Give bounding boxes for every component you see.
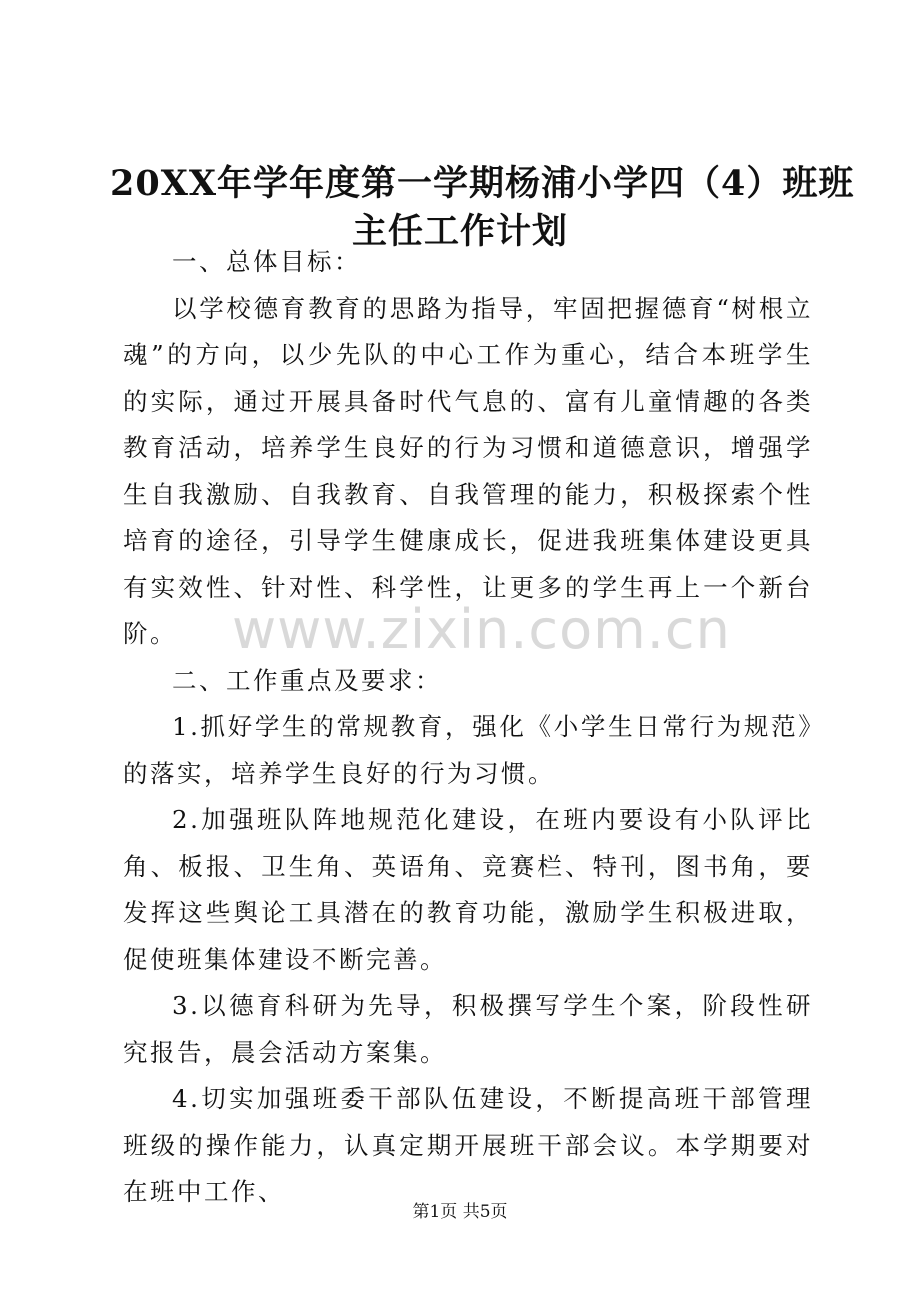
watermark: www.zixin.com.cn (232, 598, 731, 661)
list-item-3: 3.以德育科研为先导，积极撰写学生个案，阶段性研究报告，晨会活动方案集。 (123, 991, 813, 1067)
document-body (123, 239, 813, 1216)
list-item-1: 1.抓好学生的常规教育，强化《小学生日常行为规范》的落实，培养学生良好的行为习惯。 (123, 712, 813, 788)
title-line-2: 主任工作计划 (351, 211, 568, 252)
section-heading-goals: 一、总体目标： (172, 247, 361, 276)
section-heading-focus: 二、工作重点及要求： (172, 665, 442, 695)
page-footer: 第1页 共5页 (412, 1202, 508, 1222)
title-line-1: 20XX年学年度第一学期杨浦小学四（4）班班 (110, 163, 855, 204)
list-item-4: 4.切实加强班委干部队伍建设，不断提高班干部管理班级的操作能力，认真定期开展班干部会议。本学期要对在班中工作、 (123, 1084, 813, 1206)
paragraph-goals: 以学校德育教育的思路为指导，牢固把握德育“树根立魂”的方向，以少先队的中心工作为重心，结合本班学生的实际，通过开展具备时代气息的、富有儿童情趣的各类教育活动，培养学生良好的行为习惯和道德意识，增强学生自我激励、自我教育、自我管理的能力，积极探索个性培育的途径，引导学生健康成长，促进我班集体建设更具有实效性、针对性、科学性，让更多的学生再上一个新台阶。 (123, 293, 813, 648)
list-item-2: 2.加强班队阵地规范化建设，在班内要设有小队评比角、板报、卫生角、英语角、竞赛栏、特刊，图书角，要发挥这些舆论工具潜在的教育功能，激励学生积极进取，促使班集体建设不断完善。 (123, 805, 813, 974)
